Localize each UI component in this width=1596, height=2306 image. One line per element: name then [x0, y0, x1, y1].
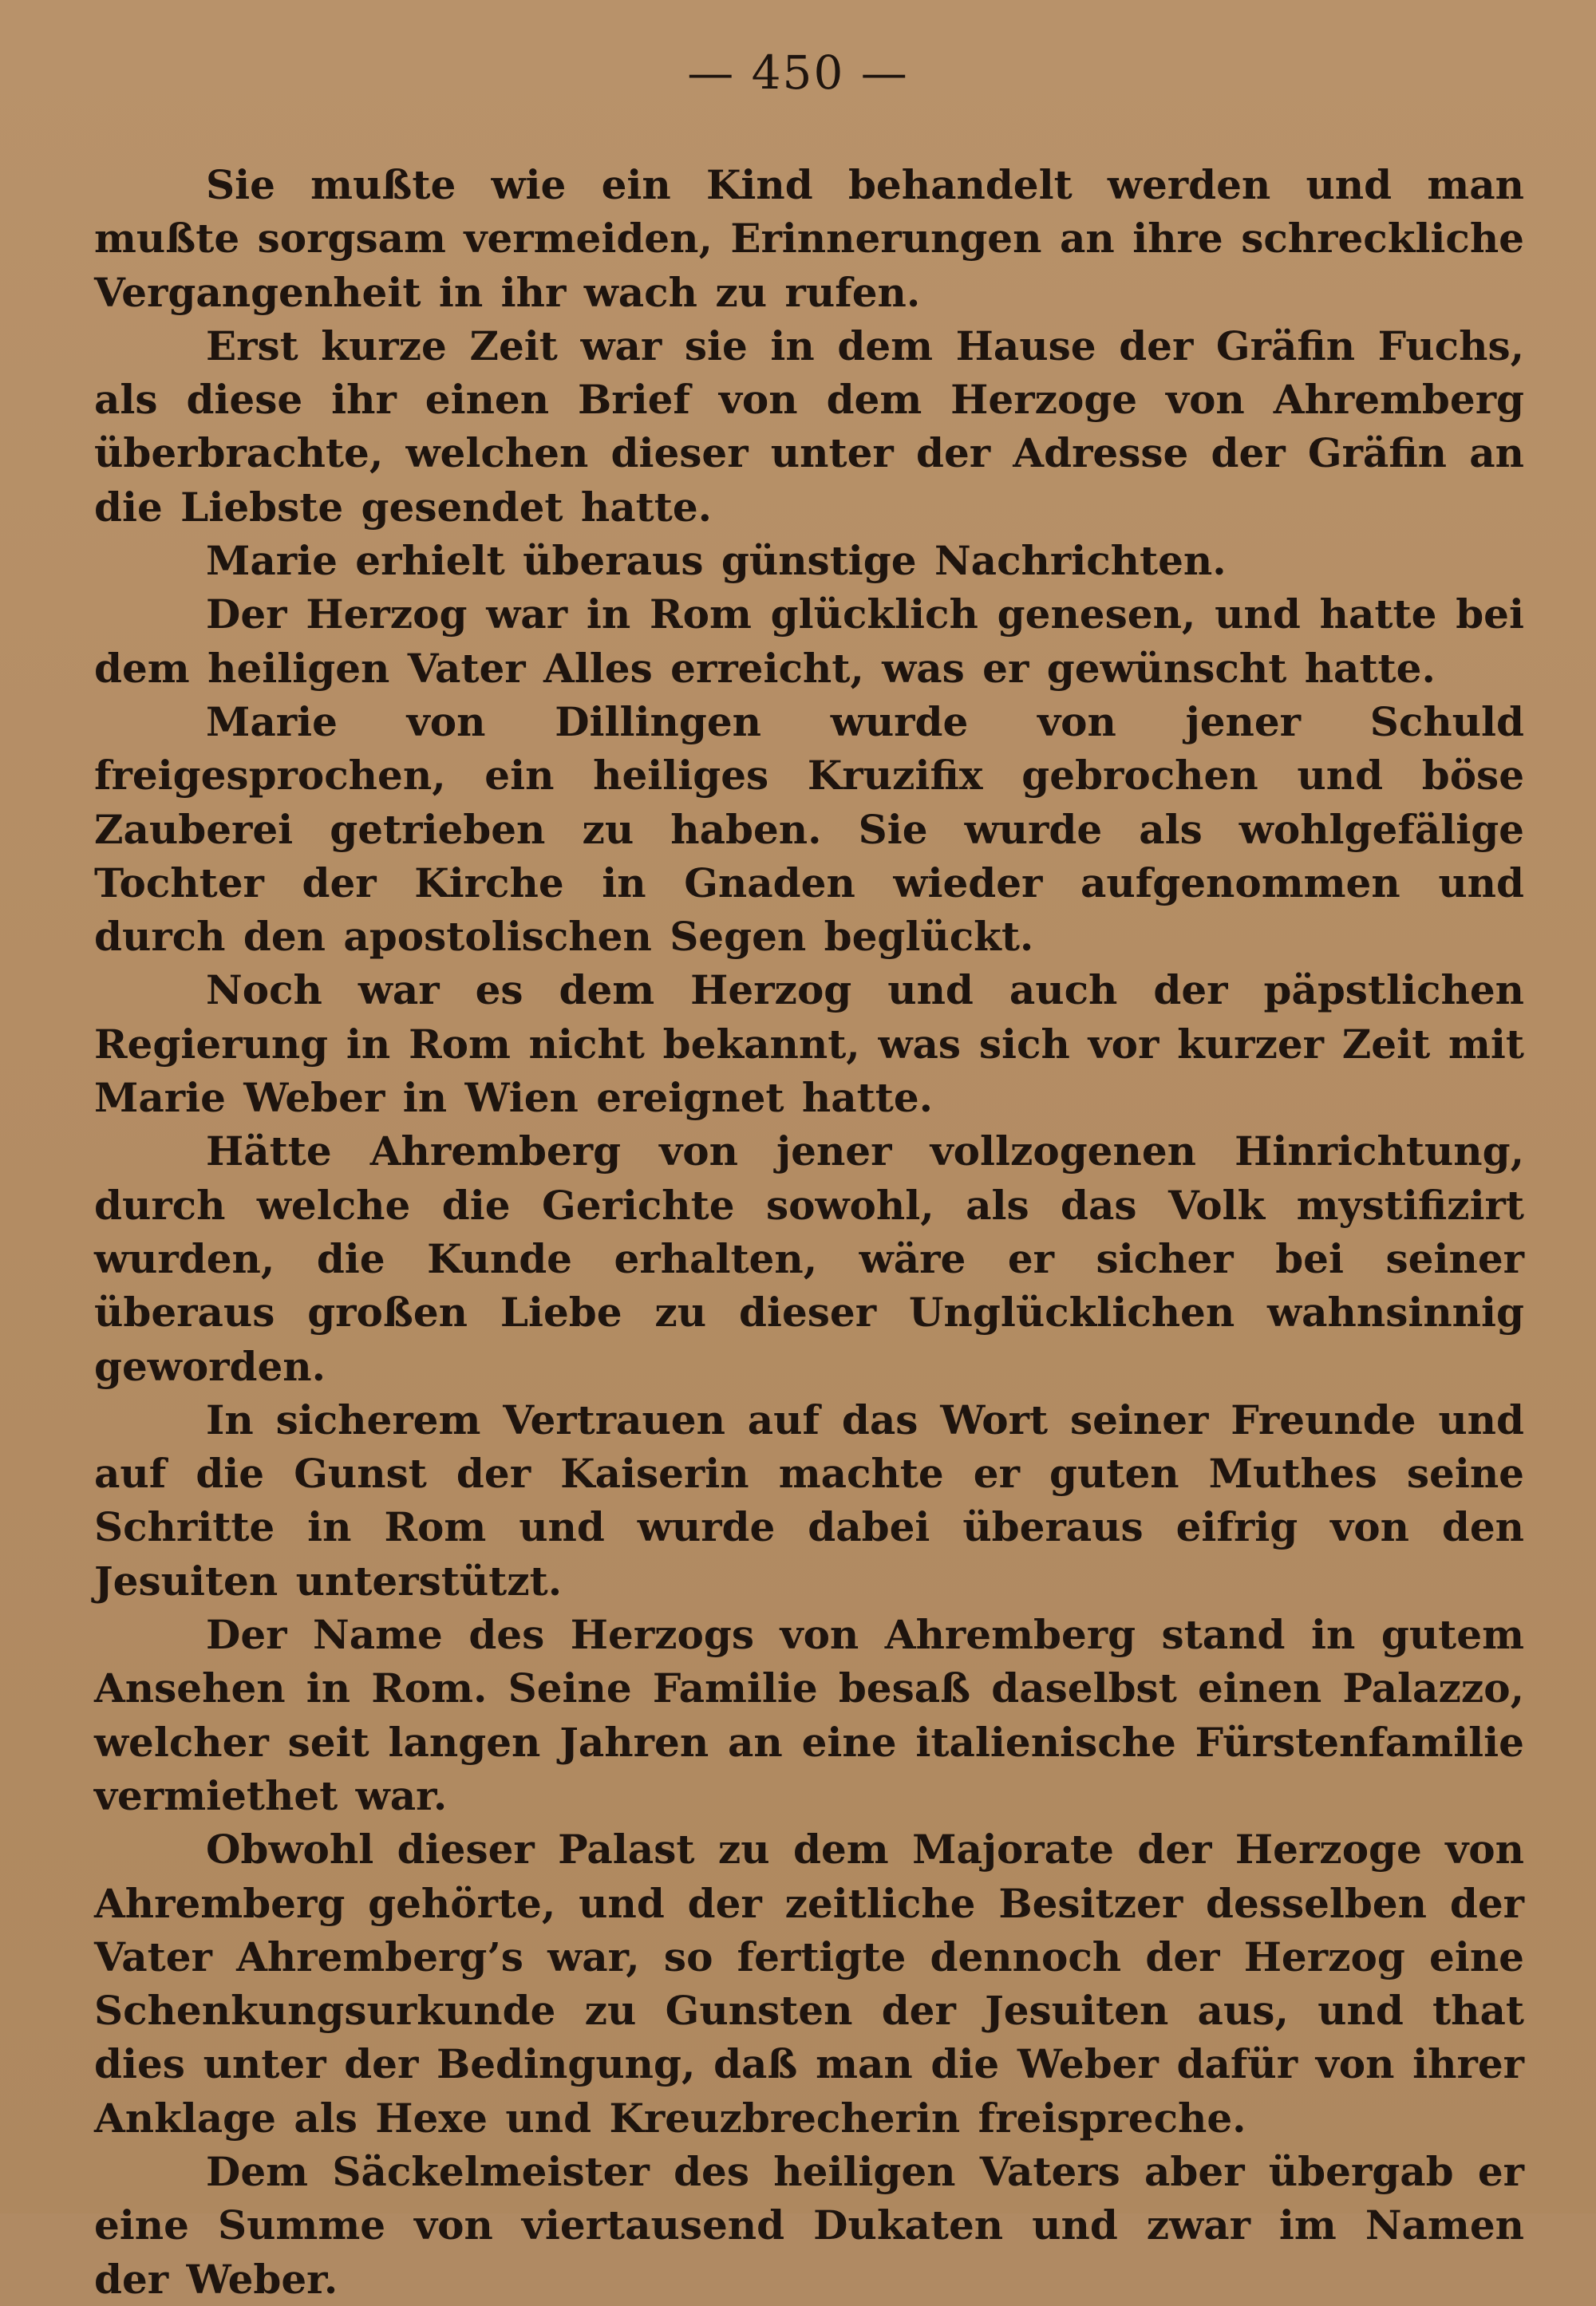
- paragraph-5: Marie von Dillingen wurde von jener Schuld freigesprochen, ein heiliges Kruzifix gebrochen und böse Zauberei getrieben zu haben. Sie wurde als wohlgefälige Tochter der Kirche in Gnaden wieder aufgenommen und durch den apostolischen Segen beglückt.: [94, 697, 1524, 961]
- paragraph-3: Marie erhielt überaus günstige Nachrichten.: [206, 537, 1227, 585]
- paragraph-11: Dem Säckelmeister des heiligen Vaters aber übergab er eine Summe von viertausend Dukaten und zwar im Namen der Weber.: [94, 2147, 1524, 2303]
- paragraph-6: Noch war es dem Herzog und auch der päpstlichen Regierung in Rom nicht bekannt, was sich vor kurzer Zeit mit Marie Weber in Wien ereignet hatte.: [94, 966, 1524, 1122]
- paragraph-4: Der Herzog war in Rom glücklich genesen, und hatte bei dem heiligen Vater Alles erreicht, was er gewünscht hatte.: [94, 590, 1524, 692]
- paragraph-8: In sicherem Vertrauen auf das Wort seiner Freunde und auf die Gunst der Kaiserin machte er guten Muthes seine Schritte in Rom und wurde dabei überaus eifrig von den Jesuiten unterstützt.: [94, 1396, 1524, 1605]
- body-text: [94, 158, 1524, 2306]
- paragraph-1: Sie mußte wie ein Kind behandelt werden und man mußte sorgsam vermeiden, Erinnerungen an ihre schreckliche Vergangenheit in ihr wach zu rufen.: [94, 161, 1524, 316]
- paragraph-7: Hätte Ahremberg von jener vollzogenen Hinrichtung, durch welche die Gerichte sowohl, als das Volk mystifizirt wurden, die Kunde erhalten, wäre er sicher bei seiner überaus großen Liebe zu dieser Unglücklichen wahnsinnig geworden.: [94, 1127, 1524, 1390]
- paragraph-9: Der Name des Herzogs von Ahremberg stand in gutem Ansehen in Rom. Seine Familie besaß daselbst einen Palazzo, welcher seit langen Jahren an eine italienische Fürstenfamilie vermiethet war.: [94, 1611, 1524, 1819]
- paragraph-10: Obwohl dieser Palast zu dem Majorate der Herzoge von Ahremberg gehörte, und der zeitliche Besitzer desselben der Vater Ahremberg’s war, so fertigte dennoch der Herzog eine Schenkungsurkunde zu Gunsten der Jesuiten aus, und that dies unter der Bedingung, daß man die Weber dafür von ihrer Anklage als Hexe und Kreuzbrecherin freispreche.: [94, 1826, 1524, 2142]
- page-number: — 450 —: [687, 45, 909, 100]
- paragraph-2: Erst kurze Zeit war sie in dem Hause der Gräfin Fuchs, als diese ihr einen Brief von dem Herzoge von Ahremberg überbrachte, welchen dieser unter der Adresse der Gräfin an die Liebste gesendet hatte.: [94, 322, 1524, 531]
